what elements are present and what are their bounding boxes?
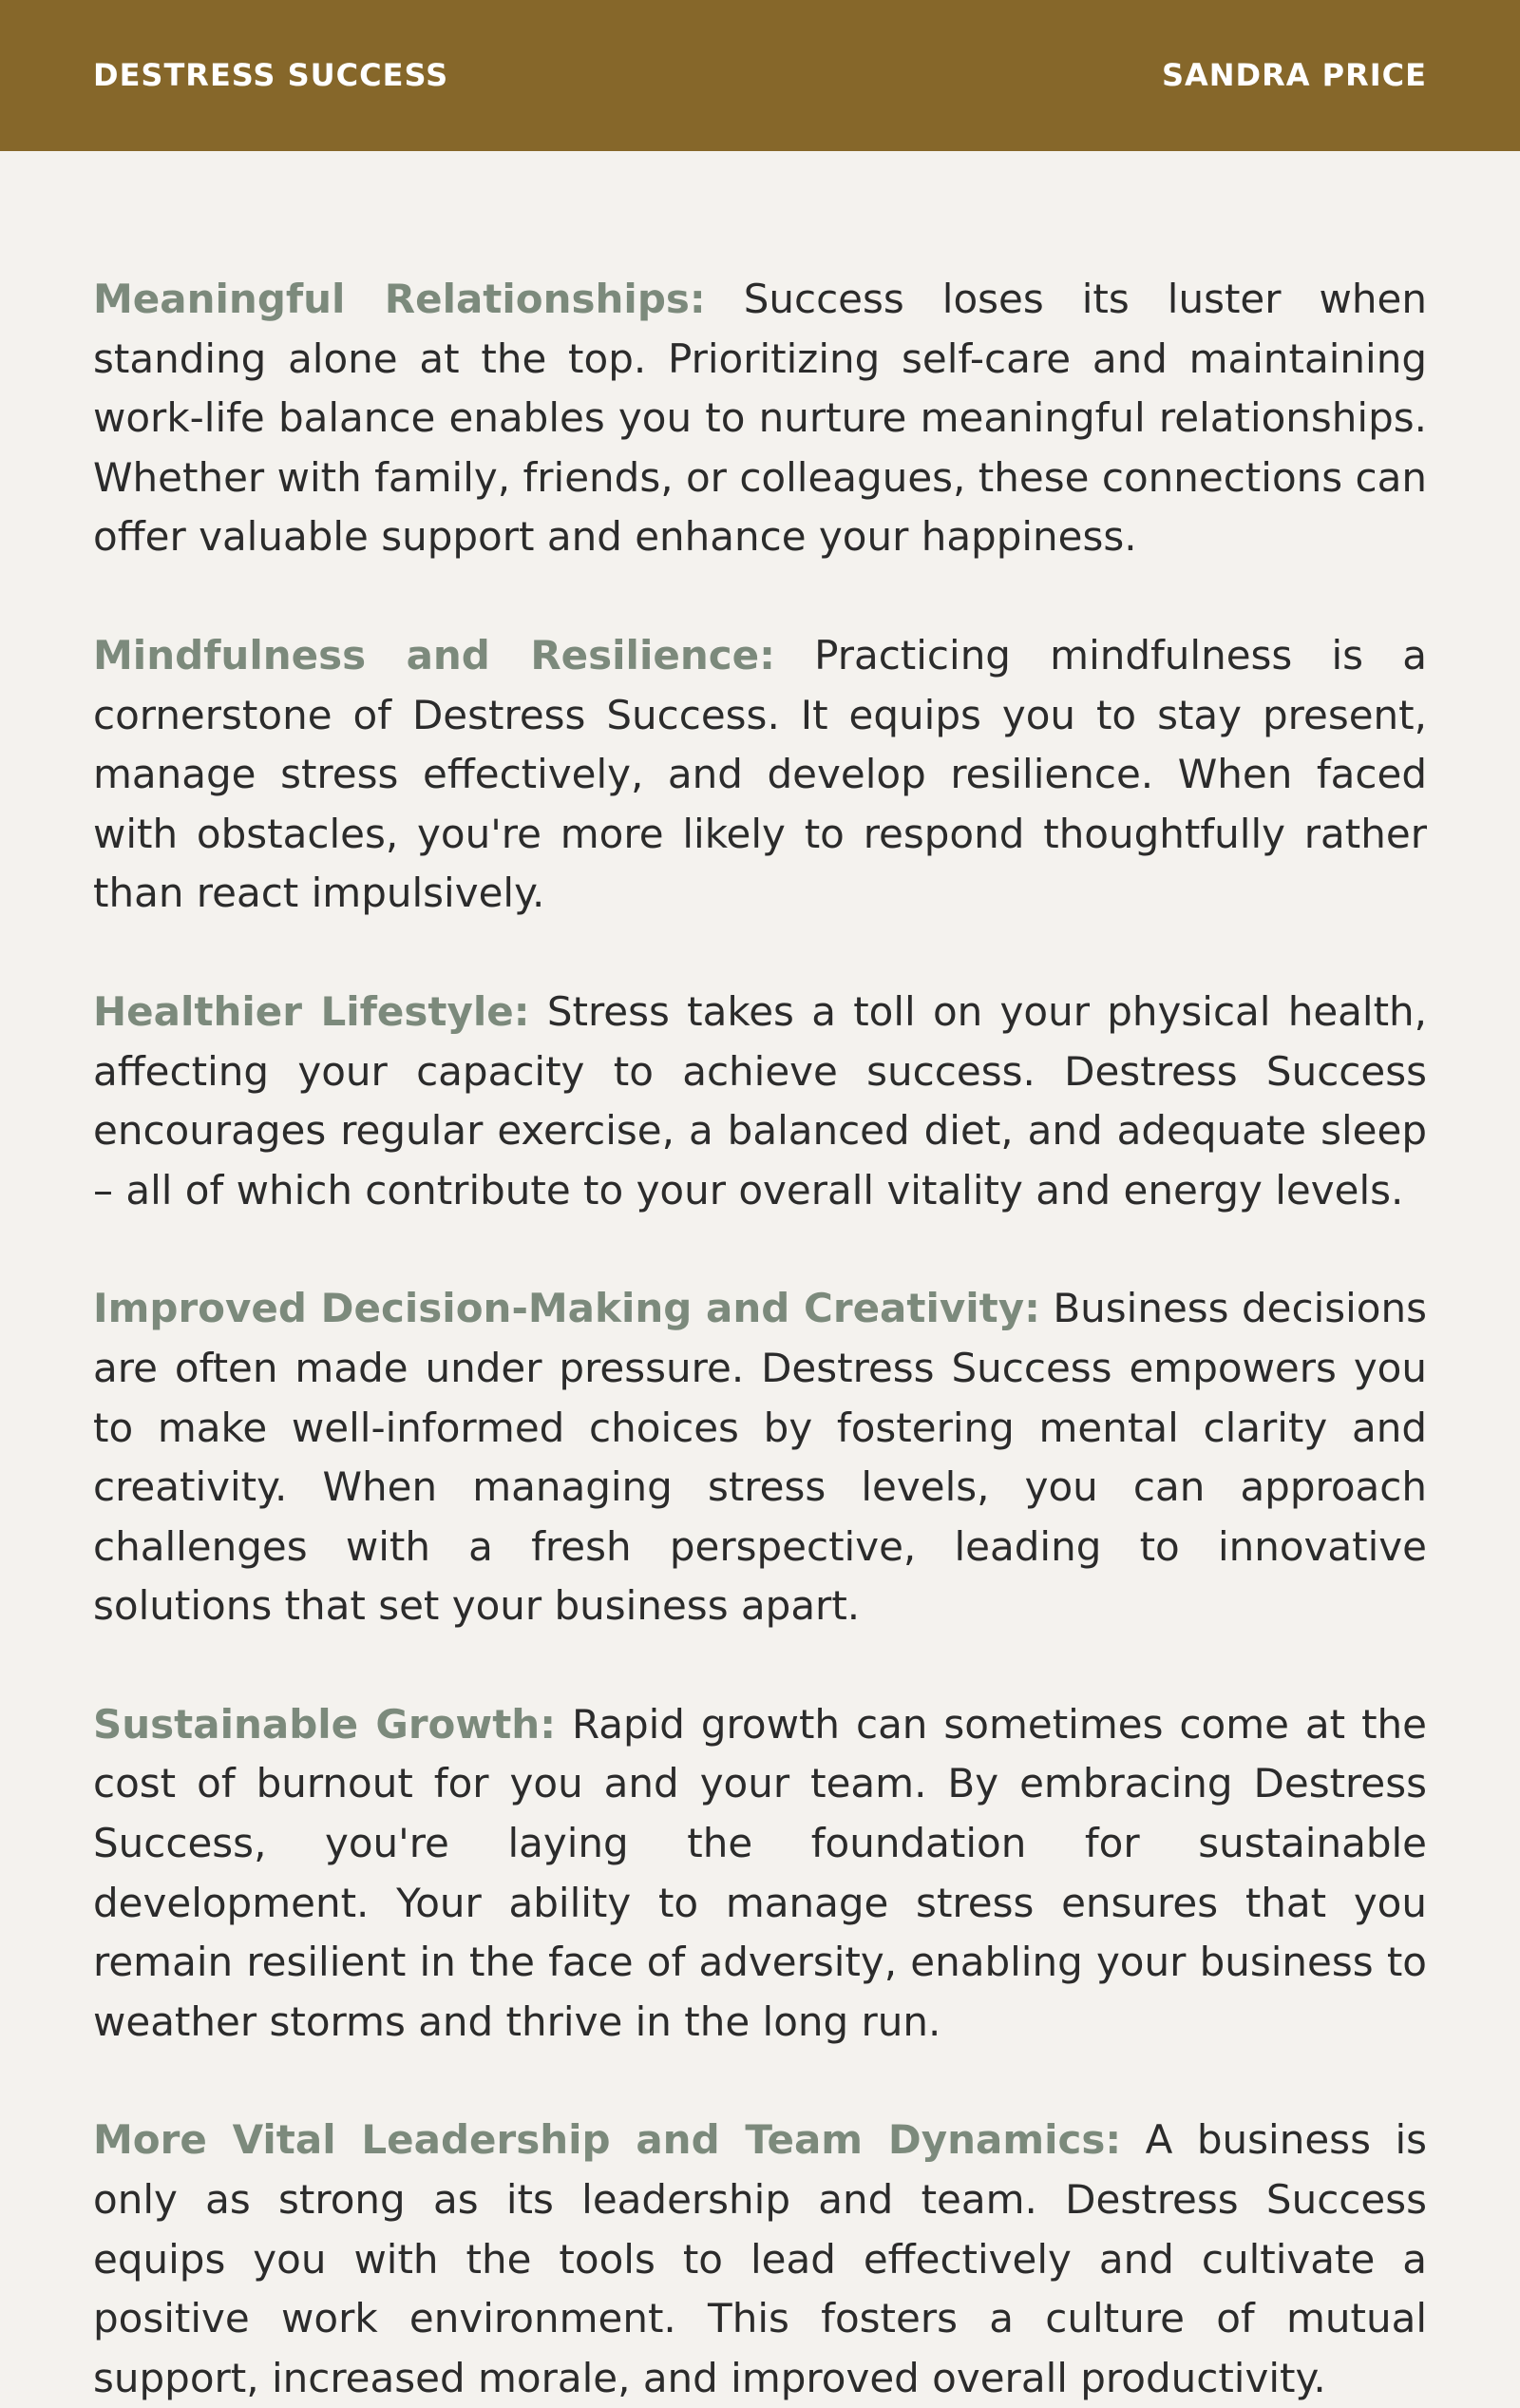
section-body: A business is only as strong as its leadership and team. Destress Success equips you with the tools to lead effectively and cultivate a positive work environment. This fosters a culture of mutual support, increased morale, and improved overall productivity. — [93, 2116, 1427, 2401]
section-body: Success loses its luster when standing alone at the top. Prioritizing self-care and maintaining work-life balance enables you to nurture meaningful relationships. Whether with family, friends, or colleagues, these connections can offer valuable support and enhance your happiness. — [93, 276, 1427, 561]
author-name: SANDRA PRICE — [1161, 56, 1427, 93]
section-sustainable-growth — [93, 1695, 1427, 2053]
section-healthier-lifestyle — [93, 983, 1427, 1220]
section-leadership-team-dynamics — [93, 2111, 1427, 2408]
section-body: Stress takes a toll on your physical health, affecting your capacity to achieve success. Destress Success encourages regular exercise, a balanced diet, and adequate sleep – all of which contribute to your overall vitality and energy levels. — [93, 987, 1428, 1214]
section-body: Business decisions are often made under pressure. Destress Success empowers you to make well-informed choices by fostering mental clarity and creativity. When managing stress levels, you can approach challenges with a fresh perspective, leading to innovative solutions that set your business apart. — [93, 1285, 1427, 1630]
section-decision-making-creativity — [93, 1279, 1427, 1636]
section-mindfulness-resilience — [93, 626, 1427, 924]
section-meaningful-relationships — [93, 270, 1427, 567]
section-heading: Mindfulness and Resilience: — [93, 631, 775, 678]
page-content — [0, 151, 1520, 2408]
section-heading: Healthier Lifestyle: — [93, 987, 530, 1035]
section-heading: More Vital Leadership and Team Dynamics: — [93, 2116, 1122, 2164]
section-heading: Improved Decision-Making and Creativity: — [93, 1285, 1040, 1332]
page-header — [0, 0, 1520, 151]
section-body: Rapid growth can sometimes come at the cost of burnout for you and your team. By embracing Destress Success, you're laying the foundation for sustainable development. Your ability to manage stress ensures that you remain resilient in the face of adversity, enabling your business to weather storms and thrive in the long run. — [93, 1700, 1428, 2045]
section-body: Practicing mindfulness is a cornerstone of Destress Success. It equips you to stay present, manage stress effectively, and develop resilience. When faced with obstacles, you're more likely to respond thoughtfully rather than react impulsively. — [93, 631, 1427, 917]
section-heading: Sustainable Growth: — [93, 1700, 556, 1748]
book-title: DESTRESS SUCCESS — [93, 56, 449, 93]
section-heading: Meaningful Relationships: — [93, 276, 706, 322]
